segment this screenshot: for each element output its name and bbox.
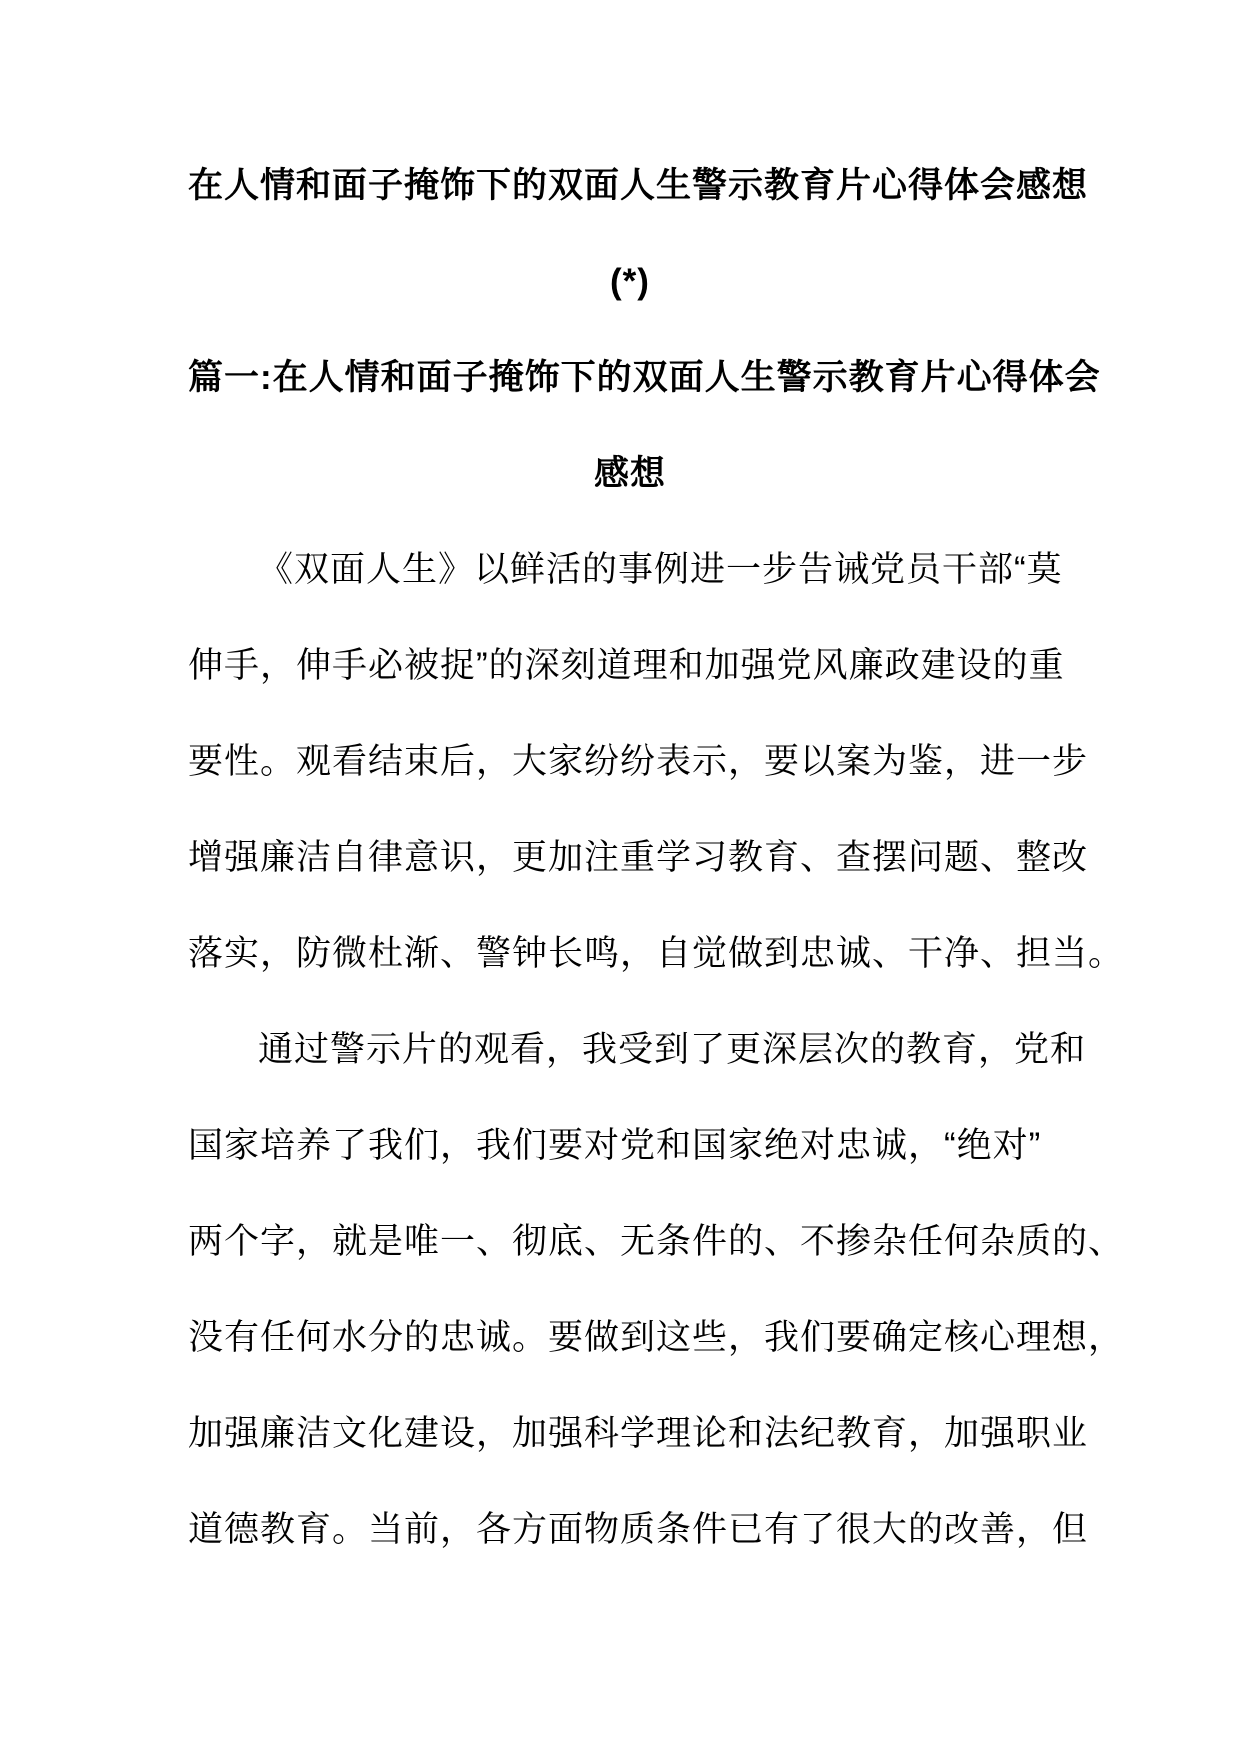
paragraph-1-line-3: 要性。观看结束后，大家纷纷表示，要以案为鉴，进一步 xyxy=(188,742,1089,781)
paragraph-2-line-3: 两个字，就是唯一、彻底、无条件的、不掺杂任何杂质的、 xyxy=(188,1222,1125,1261)
paragraph-1-line-4: 增强廉洁自律意识，更加注重学习教育、查摆问题、整改 xyxy=(188,838,1089,877)
document-title-line-1: 在人情和面子掩饰下的双面人生警示教育片心得体会感想 xyxy=(188,166,1089,205)
paragraph-2 xyxy=(188,1002,1125,1578)
paragraph-2-line-2: 国家培养了我们，我们要对党和国家绝对忠诚，“绝对” xyxy=(188,1126,1042,1165)
paragraph-2-line-4: 没有任何水分的忠诚。要做到这些，我们要确定核心理想， xyxy=(188,1318,1125,1357)
paragraph-2-line-6: 道德教育。当前，各方面物质条件已有了很大的改善，但 xyxy=(188,1510,1089,1549)
section-heading-line-2: 感想 xyxy=(593,454,666,493)
paragraph-1 xyxy=(188,522,1125,1002)
paragraph-2-line-5: 加强廉洁文化建设，加强科学理论和法纪教育，加强职业 xyxy=(188,1414,1089,1453)
paragraph-1-line-5: 落实，防微杜渐、警钟长鸣，自觉做到忠诚、干净、担当。 xyxy=(188,934,1125,973)
paragraph-1-line-1: 《双面人生》以鲜活的事例进一步告诫党员干部“莫 xyxy=(258,550,1063,589)
paragraph-1-line-2: 伸手，伸手必被捉”的深刻道理和加强党风廉政建设的重 xyxy=(188,646,1065,685)
section-heading-line-1: 篇一:在人情和面子掩饰下的双面人生警示教育片心得体会 xyxy=(188,358,1101,397)
paragraph-2-line-1: 通过警示片的观看，我受到了更深层次的教育，党和 xyxy=(258,1030,1087,1069)
document-title-line-2: (*) xyxy=(610,262,650,301)
